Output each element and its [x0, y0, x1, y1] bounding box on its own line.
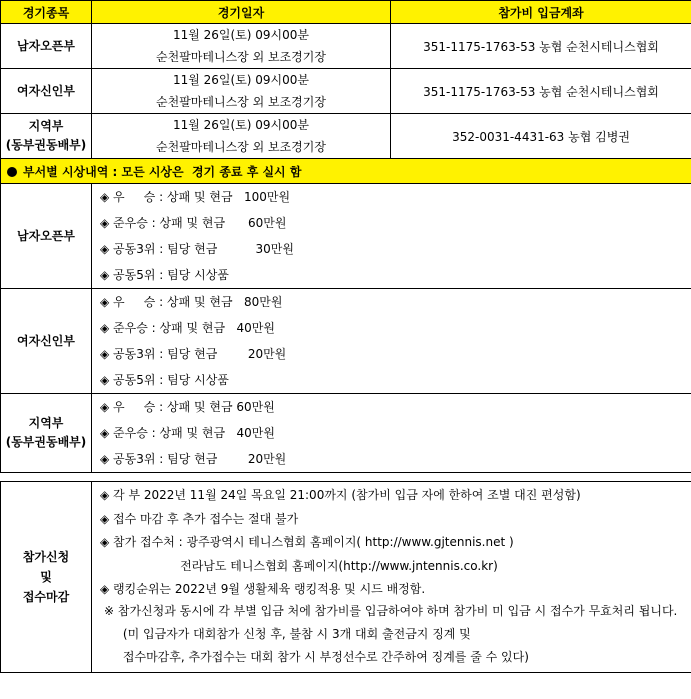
schedule-account: 352-0031-4431-63 농협 김병권 — [391, 114, 691, 159]
schedule-venue: 순천팔마테니스장 외 보조경기장 — [156, 140, 326, 154]
prize-line: ◈ 우 승 : 상패 및 현금 60만원 — [100, 400, 275, 414]
black-circle-icon — [7, 167, 17, 177]
prize-list — [92, 289, 691, 394]
schedule-date: 11월 26일(토) 09시00분 — [172, 28, 310, 42]
category-label: 지역부 — [28, 119, 64, 133]
prize-category — [1, 289, 92, 394]
prize-banner — [1, 159, 691, 184]
schedule-account: 351-1175-1763-53 농협 순천시테니스협회 — [391, 24, 691, 69]
schedule-date: 11월 26일(토) 09시00분 — [172, 73, 310, 87]
registration-row — [1, 482, 691, 673]
prize-banner-row — [1, 159, 691, 184]
category-label: 남자오픈부 — [17, 228, 75, 243]
schedule-venue: 순천팔마테니스장 외 보조경기장 — [156, 50, 326, 64]
registration-label-line: 참가신청 — [22, 549, 70, 564]
category-sublabel: (동부권동배부) — [5, 138, 87, 152]
registration-note-line: (미 입금자가 대회참가 신청 후, 불참 시 3개 대회 출전금지 징계 및 — [100, 626, 471, 641]
header-account: 참가비 입금계좌 — [391, 1, 691, 24]
prize-line: ◈ 공동3위 : 팀당 현금 30만원 — [100, 242, 294, 256]
registration-note-line: 접수마감후, 추가접수는 대회 참가 시 부정선수로 간주하여 징계를 줄 수 있다) — [100, 650, 529, 664]
prize-line: ◈ 우 승 : 상패 및 현금 80만원 — [100, 295, 283, 309]
prize-line: ◈ 공동5위 : 팀당 시상품 — [100, 373, 229, 387]
schedule-date-cell — [92, 114, 391, 159]
category-label: 여자신인부 — [17, 83, 75, 98]
schedule-category — [1, 24, 92, 69]
prize-category — [1, 394, 92, 473]
registration-notes — [92, 482, 691, 673]
schedule-date-cell — [92, 24, 391, 69]
prize-row — [1, 394, 691, 473]
schedule-account: 351-1175-1763-53 농협 순천시테니스협회 — [391, 69, 691, 114]
prize-line: ◈ 준우승 : 상패 및 현금 60만원 — [100, 216, 287, 230]
prize-list — [92, 394, 691, 473]
schedule-date-cell — [92, 69, 391, 114]
registration-line: 전라남도 테니스협회 홈페이지(http://www.jntennis.co.kr) — [100, 558, 498, 573]
prize-banner-text: 부서별 시상내역 : 모든 시상은 경기 종료 후 실시 함 — [23, 164, 302, 179]
prize-line: ◈ 준우승 : 상패 및 현금 40만원 — [100, 426, 275, 440]
schedule-row — [1, 24, 691, 69]
spacer — [1, 473, 691, 482]
registration-note: ※ 참가신청과 동시에 각 부별 입금 처에 참가비를 입금하여야 하며 참가비 미 입금 시 접수가 무효처리 됩니다. — [104, 603, 678, 618]
category-label: 남자오픈부 — [17, 38, 75, 53]
registration-line: ◈ 각 부 2022년 11월 24일 목요일 21:00까지 (참가비 입금 자에 한하여 조별 대진 편성함) — [100, 488, 581, 502]
schedule-date: 11월 26일(토) 09시00분 — [172, 118, 310, 132]
schedule-category — [1, 114, 92, 159]
schedule-row — [1, 69, 691, 114]
prize-line: ◈ 공동5위 : 팀당 시상품 — [100, 268, 229, 282]
prize-list — [92, 184, 691, 289]
registration-line: ◈ 참가 접수처 : 광주광역시 테니스협회 홈페이지( http://www.gjtennis.net ) — [100, 535, 514, 549]
category-label: 지역부 — [28, 416, 64, 430]
category-sublabel: (동부권동배부) — [5, 435, 87, 449]
prize-line: ◈ 공동3위 : 팀당 현금 20만원 — [100, 347, 287, 361]
category-label: 여자신인부 — [17, 333, 75, 348]
spacer-row — [1, 473, 691, 482]
schedule-category — [1, 69, 92, 114]
header-date: 경기일자 — [92, 1, 391, 24]
prize-line: ◈ 우 승 : 상패 및 현금 100만원 — [100, 190, 291, 204]
schedule-venue: 순천팔마테니스장 외 보조경기장 — [156, 95, 326, 109]
registration-line: ◈ 접수 마감 후 추가 접수는 절대 불가 — [100, 511, 299, 526]
prize-category — [1, 184, 92, 289]
registration-label-line: 및 — [40, 569, 52, 584]
registration-label-line: 접수마감 — [22, 589, 70, 604]
schedule-row — [1, 114, 691, 159]
registration-line: ◈ 랭킹순위는 2022년 9월 생활체육 랭킹적용 및 시드 배정함. — [100, 582, 426, 596]
prize-line: ◈ 준우승 : 상패 및 현금 40만원 — [100, 321, 275, 335]
prize-line: ◈ 공동3위 : 팀당 현금 20만원 — [100, 452, 287, 466]
header-row — [1, 1, 691, 24]
prize-row — [1, 289, 691, 394]
header-event: 경기종목 — [1, 1, 92, 24]
prize-row — [1, 184, 691, 289]
registration-label — [1, 482, 92, 673]
